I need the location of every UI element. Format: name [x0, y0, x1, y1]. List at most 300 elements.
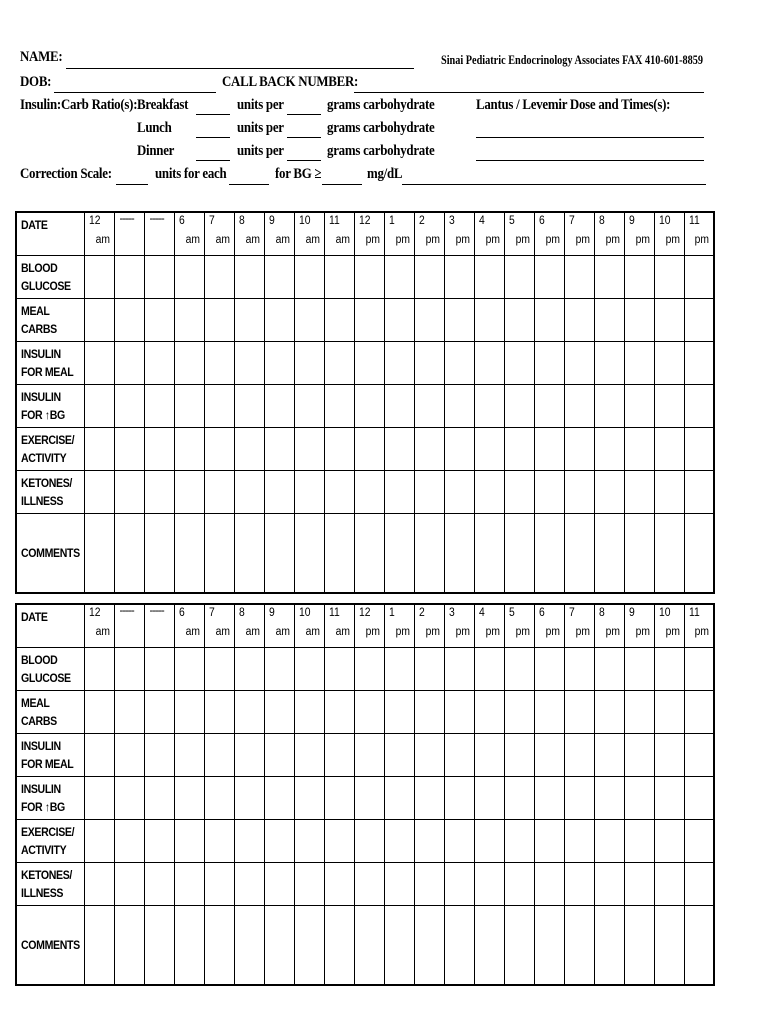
- log-entry-cell[interactable]: [354, 734, 384, 777]
- log-entry-cell[interactable]: [84, 299, 114, 342]
- log-entry-cell[interactable]: [144, 691, 174, 734]
- log-entry-cell[interactable]: [264, 385, 294, 428]
- log-entry-cell[interactable]: [114, 734, 144, 777]
- log-entry-cell[interactable]: [504, 777, 534, 820]
- callback-field[interactable]: [354, 92, 704, 93]
- comment-cell[interactable]: [354, 906, 384, 986]
- log-entry-cell[interactable]: [504, 385, 534, 428]
- log-entry-cell[interactable]: [504, 471, 534, 514]
- log-entry-cell[interactable]: [354, 863, 384, 906]
- lantus-field-1[interactable]: [476, 137, 704, 138]
- correction-bg-field[interactable]: [322, 184, 362, 185]
- log-entry-cell[interactable]: [354, 385, 384, 428]
- correction-each-field[interactable]: [229, 184, 269, 185]
- log-entry-cell[interactable]: [624, 734, 654, 777]
- log-entry-cell[interactable]: [564, 777, 594, 820]
- comment-cell[interactable]: [414, 906, 444, 986]
- log-entry-cell[interactable]: [144, 299, 174, 342]
- log-entry-cell[interactable]: [354, 777, 384, 820]
- log-entry-cell[interactable]: [414, 256, 444, 299]
- log-entry-cell[interactable]: [504, 342, 534, 385]
- log-entry-cell[interactable]: [294, 385, 324, 428]
- log-entry-cell[interactable]: [204, 299, 234, 342]
- log-entry-cell[interactable]: [234, 299, 264, 342]
- log-entry-cell[interactable]: [294, 820, 324, 863]
- log-entry-cell[interactable]: [174, 863, 204, 906]
- log-entry-cell[interactable]: [354, 428, 384, 471]
- log-entry-cell[interactable]: [654, 691, 684, 734]
- log-entry-cell[interactable]: [144, 648, 174, 691]
- log-entry-cell[interactable]: [684, 299, 714, 342]
- log-entry-cell[interactable]: [204, 820, 234, 863]
- log-entry-cell[interactable]: [564, 734, 594, 777]
- log-entry-cell[interactable]: [204, 428, 234, 471]
- log-entry-cell[interactable]: [264, 428, 294, 471]
- log-entry-cell[interactable]: [684, 471, 714, 514]
- log-entry-cell[interactable]: [174, 256, 204, 299]
- log-entry-cell[interactable]: [324, 863, 354, 906]
- comment-cell[interactable]: [534, 514, 564, 594]
- log-entry-cell[interactable]: [384, 342, 414, 385]
- log-entry-cell[interactable]: [624, 648, 654, 691]
- log-entry-cell[interactable]: [624, 428, 654, 471]
- log-entry-cell[interactable]: [84, 648, 114, 691]
- comment-cell[interactable]: [654, 906, 684, 986]
- log-entry-cell[interactable]: [84, 734, 114, 777]
- log-entry-cell[interactable]: [324, 777, 354, 820]
- log-entry-cell[interactable]: [114, 648, 144, 691]
- log-entry-cell[interactable]: [294, 428, 324, 471]
- comment-cell[interactable]: [294, 514, 324, 594]
- log-entry-cell[interactable]: [144, 471, 174, 514]
- log-entry-cell[interactable]: [474, 648, 504, 691]
- log-entry-cell[interactable]: [384, 691, 414, 734]
- log-entry-cell[interactable]: [234, 863, 264, 906]
- log-entry-cell[interactable]: [624, 342, 654, 385]
- comment-cell[interactable]: [144, 514, 174, 594]
- log-entry-cell[interactable]: [354, 471, 384, 514]
- log-entry-cell[interactable]: [384, 299, 414, 342]
- log-entry-cell[interactable]: [354, 648, 384, 691]
- log-entry-cell[interactable]: [654, 256, 684, 299]
- comment-cell[interactable]: [564, 514, 594, 594]
- comment-cell[interactable]: [504, 514, 534, 594]
- log-entry-cell[interactable]: [324, 820, 354, 863]
- comment-cell[interactable]: [534, 906, 564, 986]
- log-entry-cell[interactable]: [654, 385, 684, 428]
- log-entry-cell[interactable]: [594, 863, 624, 906]
- log-entry-cell[interactable]: [234, 777, 264, 820]
- log-entry-cell[interactable]: [654, 777, 684, 820]
- correction-notes-field[interactable]: [402, 184, 706, 185]
- log-entry-cell[interactable]: [444, 648, 474, 691]
- comment-cell[interactable]: [204, 514, 234, 594]
- log-entry-cell[interactable]: [114, 471, 144, 514]
- log-entry-cell[interactable]: [264, 691, 294, 734]
- log-entry-cell[interactable]: [264, 734, 294, 777]
- log-entry-cell[interactable]: [114, 863, 144, 906]
- log-entry-cell[interactable]: [264, 648, 294, 691]
- log-entry-cell[interactable]: [474, 385, 504, 428]
- log-entry-cell[interactable]: [654, 820, 684, 863]
- log-entry-cell[interactable]: [144, 342, 174, 385]
- log-entry-cell[interactable]: [414, 863, 444, 906]
- log-entry-cell[interactable]: [534, 648, 564, 691]
- log-entry-cell[interactable]: [414, 691, 444, 734]
- log-entry-cell[interactable]: [444, 428, 474, 471]
- log-entry-cell[interactable]: [594, 342, 624, 385]
- log-entry-cell[interactable]: [114, 777, 144, 820]
- comment-cell[interactable]: [324, 906, 354, 986]
- log-entry-cell[interactable]: [84, 385, 114, 428]
- log-entry-cell[interactable]: [264, 777, 294, 820]
- log-entry-cell[interactable]: [654, 471, 684, 514]
- log-entry-cell[interactable]: [294, 863, 324, 906]
- log-entry-cell[interactable]: [174, 777, 204, 820]
- log-entry-cell[interactable]: [84, 691, 114, 734]
- log-entry-cell[interactable]: [174, 691, 204, 734]
- log-entry-cell[interactable]: [564, 299, 594, 342]
- log-entry-cell[interactable]: [474, 471, 504, 514]
- log-entry-cell[interactable]: [624, 863, 654, 906]
- log-entry-cell[interactable]: [414, 385, 444, 428]
- log-entry-cell[interactable]: [174, 385, 204, 428]
- log-entry-cell[interactable]: [324, 428, 354, 471]
- log-entry-cell[interactable]: [474, 863, 504, 906]
- log-entry-cell[interactable]: [174, 428, 204, 471]
- log-entry-cell[interactable]: [654, 428, 684, 471]
- log-entry-cell[interactable]: [204, 471, 234, 514]
- correction-units-field[interactable]: [116, 184, 148, 185]
- log-entry-cell[interactable]: [234, 385, 264, 428]
- name-field[interactable]: [66, 68, 414, 69]
- log-entry-cell[interactable]: [534, 428, 564, 471]
- log-entry-cell[interactable]: [624, 820, 654, 863]
- log-entry-cell[interactable]: [114, 691, 144, 734]
- log-entry-cell[interactable]: [264, 820, 294, 863]
- comment-cell[interactable]: [384, 906, 414, 986]
- dinner-units-field[interactable]: [196, 160, 230, 161]
- log-entry-cell[interactable]: [474, 428, 504, 471]
- log-entry-cell[interactable]: [414, 428, 444, 471]
- log-entry-cell[interactable]: [684, 820, 714, 863]
- log-entry-cell[interactable]: [474, 734, 504, 777]
- log-entry-cell[interactable]: [564, 648, 594, 691]
- comment-cell[interactable]: [264, 906, 294, 986]
- log-entry-cell[interactable]: [684, 691, 714, 734]
- comment-cell[interactable]: [594, 906, 624, 986]
- log-entry-cell[interactable]: [594, 734, 624, 777]
- comment-cell[interactable]: [504, 906, 534, 986]
- log-entry-cell[interactable]: [384, 385, 414, 428]
- log-entry-cell[interactable]: [654, 863, 684, 906]
- log-entry-cell[interactable]: [294, 734, 324, 777]
- log-entry-cell[interactable]: [84, 428, 114, 471]
- log-entry-cell[interactable]: [114, 342, 144, 385]
- log-entry-cell[interactable]: [114, 299, 144, 342]
- comment-cell[interactable]: [174, 514, 204, 594]
- log-entry-cell[interactable]: [504, 648, 534, 691]
- comment-cell[interactable]: [114, 514, 144, 594]
- comment-cell[interactable]: [594, 514, 624, 594]
- log-entry-cell[interactable]: [444, 777, 474, 820]
- log-entry-cell[interactable]: [564, 691, 594, 734]
- breakfast-units-field[interactable]: [196, 114, 230, 115]
- log-entry-cell[interactable]: [504, 256, 534, 299]
- log-entry-cell[interactable]: [534, 299, 564, 342]
- log-entry-cell[interactable]: [624, 256, 654, 299]
- log-entry-cell[interactable]: [324, 471, 354, 514]
- log-entry-cell[interactable]: [684, 863, 714, 906]
- log-entry-cell[interactable]: [564, 256, 594, 299]
- log-entry-cell[interactable]: [594, 299, 624, 342]
- log-entry-cell[interactable]: [594, 691, 624, 734]
- log-entry-cell[interactable]: [264, 342, 294, 385]
- log-entry-cell[interactable]: [234, 734, 264, 777]
- log-entry-cell[interactable]: [654, 342, 684, 385]
- log-entry-cell[interactable]: [624, 385, 654, 428]
- log-entry-cell[interactable]: [534, 777, 564, 820]
- log-entry-cell[interactable]: [294, 471, 324, 514]
- log-entry-cell[interactable]: [264, 863, 294, 906]
- log-entry-cell[interactable]: [144, 777, 174, 820]
- log-entry-cell[interactable]: [504, 299, 534, 342]
- log-entry-cell[interactable]: [354, 299, 384, 342]
- log-entry-cell[interactable]: [234, 471, 264, 514]
- comment-cell[interactable]: [294, 906, 324, 986]
- log-entry-cell[interactable]: [294, 256, 324, 299]
- log-entry-cell[interactable]: [534, 820, 564, 863]
- log-entry-cell[interactable]: [594, 648, 624, 691]
- log-entry-cell[interactable]: [114, 428, 144, 471]
- log-entry-cell[interactable]: [324, 385, 354, 428]
- comment-cell[interactable]: [174, 906, 204, 986]
- log-entry-cell[interactable]: [504, 820, 534, 863]
- log-entry-cell[interactable]: [354, 820, 384, 863]
- log-entry-cell[interactable]: [684, 734, 714, 777]
- log-entry-cell[interactable]: [624, 777, 654, 820]
- log-entry-cell[interactable]: [564, 342, 594, 385]
- log-entry-cell[interactable]: [594, 777, 624, 820]
- log-entry-cell[interactable]: [84, 777, 114, 820]
- log-entry-cell[interactable]: [234, 428, 264, 471]
- log-entry-cell[interactable]: [444, 299, 474, 342]
- log-entry-cell[interactable]: [474, 299, 504, 342]
- log-entry-cell[interactable]: [474, 691, 504, 734]
- log-entry-cell[interactable]: [414, 471, 444, 514]
- log-entry-cell[interactable]: [204, 777, 234, 820]
- log-entry-cell[interactable]: [324, 648, 354, 691]
- log-entry-cell[interactable]: [144, 863, 174, 906]
- log-entry-cell[interactable]: [204, 734, 234, 777]
- log-entry-cell[interactable]: [384, 777, 414, 820]
- log-entry-cell[interactable]: [144, 256, 174, 299]
- log-entry-cell[interactable]: [204, 691, 234, 734]
- log-entry-cell[interactable]: [324, 342, 354, 385]
- log-entry-cell[interactable]: [444, 342, 474, 385]
- log-entry-cell[interactable]: [174, 734, 204, 777]
- log-entry-cell[interactable]: [654, 648, 684, 691]
- log-entry-cell[interactable]: [234, 691, 264, 734]
- log-entry-cell[interactable]: [204, 256, 234, 299]
- comment-cell[interactable]: [84, 514, 114, 594]
- breakfast-grams-field[interactable]: [287, 114, 321, 115]
- log-entry-cell[interactable]: [504, 428, 534, 471]
- log-entry-cell[interactable]: [564, 385, 594, 428]
- log-entry-cell[interactable]: [84, 256, 114, 299]
- log-entry-cell[interactable]: [534, 691, 564, 734]
- log-entry-cell[interactable]: [504, 691, 534, 734]
- log-entry-cell[interactable]: [564, 863, 594, 906]
- log-entry-cell[interactable]: [384, 820, 414, 863]
- log-entry-cell[interactable]: [624, 691, 654, 734]
- log-entry-cell[interactable]: [84, 863, 114, 906]
- lunch-units-field[interactable]: [196, 137, 230, 138]
- log-entry-cell[interactable]: [114, 820, 144, 863]
- log-entry-cell[interactable]: [114, 385, 144, 428]
- log-entry-cell[interactable]: [444, 691, 474, 734]
- dob-field[interactable]: [54, 92, 216, 93]
- log-entry-cell[interactable]: [444, 863, 474, 906]
- log-entry-cell[interactable]: [414, 299, 444, 342]
- log-entry-cell[interactable]: [534, 863, 564, 906]
- log-entry-cell[interactable]: [474, 820, 504, 863]
- log-entry-cell[interactable]: [264, 471, 294, 514]
- log-entry-cell[interactable]: [384, 428, 414, 471]
- log-entry-cell[interactable]: [414, 734, 444, 777]
- log-entry-cell[interactable]: [294, 691, 324, 734]
- log-entry-cell[interactable]: [444, 385, 474, 428]
- log-entry-cell[interactable]: [474, 342, 504, 385]
- comment-cell[interactable]: [324, 514, 354, 594]
- log-entry-cell[interactable]: [294, 648, 324, 691]
- log-entry-cell[interactable]: [504, 863, 534, 906]
- log-entry-cell[interactable]: [294, 777, 324, 820]
- lantus-field-2[interactable]: [476, 160, 704, 161]
- log-entry-cell[interactable]: [264, 299, 294, 342]
- log-entry-cell[interactable]: [564, 428, 594, 471]
- log-entry-cell[interactable]: [234, 648, 264, 691]
- comment-cell[interactable]: [114, 906, 144, 986]
- comment-cell[interactable]: [414, 514, 444, 594]
- comment-cell[interactable]: [264, 514, 294, 594]
- log-entry-cell[interactable]: [684, 777, 714, 820]
- comment-cell[interactable]: [444, 906, 474, 986]
- log-entry-cell[interactable]: [684, 648, 714, 691]
- log-entry-cell[interactable]: [144, 734, 174, 777]
- log-entry-cell[interactable]: [564, 471, 594, 514]
- log-entry-cell[interactable]: [684, 342, 714, 385]
- log-entry-cell[interactable]: [684, 428, 714, 471]
- log-entry-cell[interactable]: [684, 256, 714, 299]
- log-entry-cell[interactable]: [414, 777, 444, 820]
- log-entry-cell[interactable]: [354, 342, 384, 385]
- log-entry-cell[interactable]: [444, 734, 474, 777]
- log-entry-cell[interactable]: [324, 299, 354, 342]
- comment-cell[interactable]: [204, 906, 234, 986]
- log-entry-cell[interactable]: [84, 820, 114, 863]
- log-entry-cell[interactable]: [594, 256, 624, 299]
- log-entry-cell[interactable]: [474, 256, 504, 299]
- log-entry-cell[interactable]: [234, 342, 264, 385]
- log-entry-cell[interactable]: [384, 256, 414, 299]
- log-entry-cell[interactable]: [414, 820, 444, 863]
- log-entry-cell[interactable]: [354, 256, 384, 299]
- log-entry-cell[interactable]: [84, 342, 114, 385]
- log-entry-cell[interactable]: [594, 471, 624, 514]
- log-entry-cell[interactable]: [504, 734, 534, 777]
- log-entry-cell[interactable]: [354, 691, 384, 734]
- log-entry-cell[interactable]: [414, 648, 444, 691]
- log-entry-cell[interactable]: [684, 385, 714, 428]
- log-entry-cell[interactable]: [594, 385, 624, 428]
- comment-cell[interactable]: [474, 514, 504, 594]
- comment-cell[interactable]: [384, 514, 414, 594]
- log-entry-cell[interactable]: [534, 471, 564, 514]
- log-entry-cell[interactable]: [564, 820, 594, 863]
- log-entry-cell[interactable]: [264, 256, 294, 299]
- log-entry-cell[interactable]: [84, 471, 114, 514]
- log-entry-cell[interactable]: [204, 863, 234, 906]
- log-entry-cell[interactable]: [624, 299, 654, 342]
- comment-cell[interactable]: [354, 514, 384, 594]
- log-entry-cell[interactable]: [384, 863, 414, 906]
- log-entry-cell[interactable]: [624, 471, 654, 514]
- comment-cell[interactable]: [564, 906, 594, 986]
- log-entry-cell[interactable]: [234, 256, 264, 299]
- comment-cell[interactable]: [144, 906, 174, 986]
- log-entry-cell[interactable]: [444, 820, 474, 863]
- comment-cell[interactable]: [234, 514, 264, 594]
- log-entry-cell[interactable]: [594, 428, 624, 471]
- log-entry-cell[interactable]: [174, 299, 204, 342]
- log-entry-cell[interactable]: [174, 471, 204, 514]
- log-entry-cell[interactable]: [204, 342, 234, 385]
- comment-cell[interactable]: [684, 514, 714, 594]
- log-entry-cell[interactable]: [294, 299, 324, 342]
- log-entry-cell[interactable]: [384, 471, 414, 514]
- comment-cell[interactable]: [624, 906, 654, 986]
- log-entry-cell[interactable]: [174, 342, 204, 385]
- log-entry-cell[interactable]: [654, 299, 684, 342]
- comment-cell[interactable]: [444, 514, 474, 594]
- log-entry-cell[interactable]: [324, 691, 354, 734]
- log-entry-cell[interactable]: [414, 342, 444, 385]
- dinner-grams-field[interactable]: [287, 160, 321, 161]
- log-entry-cell[interactable]: [204, 648, 234, 691]
- log-entry-cell[interactable]: [534, 734, 564, 777]
- log-entry-cell[interactable]: [144, 820, 174, 863]
- comment-cell[interactable]: [84, 906, 114, 986]
- log-entry-cell[interactable]: [204, 385, 234, 428]
- log-entry-cell[interactable]: [384, 734, 414, 777]
- comment-cell[interactable]: [234, 906, 264, 986]
- log-entry-cell[interactable]: [294, 342, 324, 385]
- log-entry-cell[interactable]: [144, 385, 174, 428]
- log-entry-cell[interactable]: [594, 820, 624, 863]
- lunch-grams-field[interactable]: [287, 137, 321, 138]
- log-entry-cell[interactable]: [444, 471, 474, 514]
- log-entry-cell[interactable]: [534, 385, 564, 428]
- log-entry-cell[interactable]: [234, 820, 264, 863]
- log-entry-cell[interactable]: [384, 648, 414, 691]
- comment-cell[interactable]: [654, 514, 684, 594]
- log-entry-cell[interactable]: [654, 734, 684, 777]
- comment-cell[interactable]: [624, 514, 654, 594]
- comment-cell[interactable]: [474, 906, 504, 986]
- log-entry-cell[interactable]: [444, 256, 474, 299]
- log-entry-cell[interactable]: [114, 256, 144, 299]
